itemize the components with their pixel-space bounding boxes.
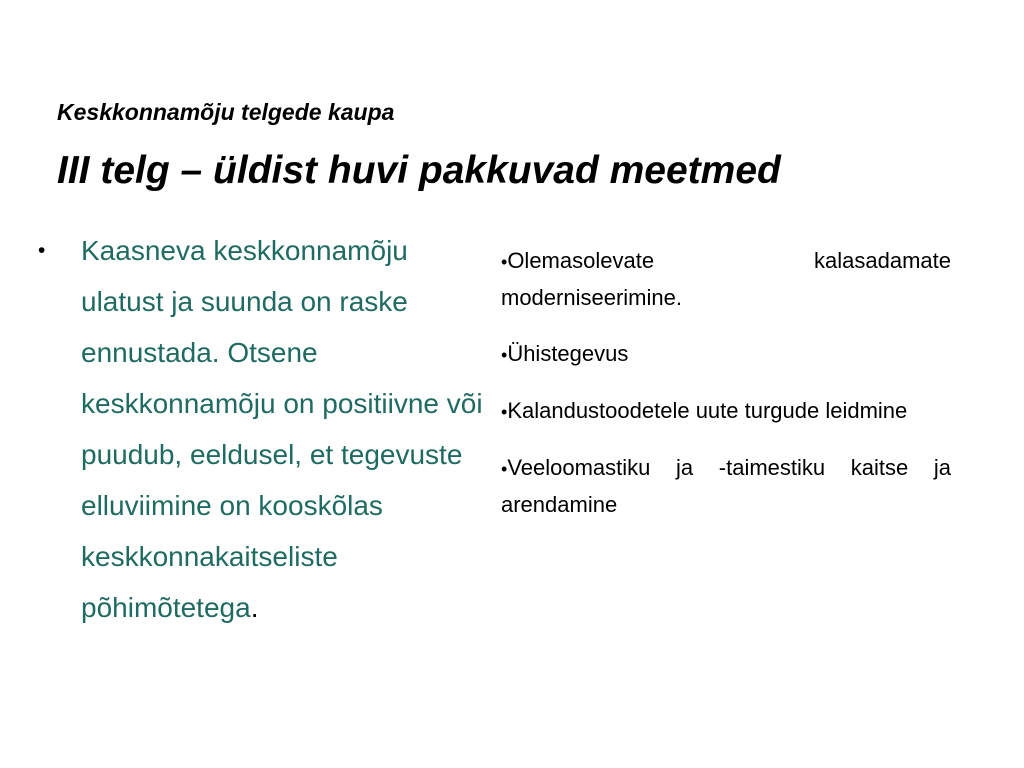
slide-title: III telg – üldist huvi pakkuvad meetmed: [57, 149, 781, 192]
bullet-icon: •: [501, 252, 508, 272]
list-item-text: Olemasolevate kalasadamate moderniseerimine.: [501, 248, 951, 310]
list-item: [501, 243, 951, 316]
right-column: [501, 243, 951, 543]
bullet-icon: •: [501, 459, 508, 479]
list-item-text: Veeloomastiku ja -taimestiku kaitse ja arendamine: [501, 455, 951, 517]
bullet-icon: •: [501, 402, 508, 422]
slide-subtitle: Keskkonnamõju telgede kaupa: [57, 99, 395, 125]
impact-description-period: .: [250, 592, 259, 623]
list-item-text: Ühistegevus: [507, 341, 629, 366]
impact-description: [81, 225, 488, 633]
bullet-icon: •: [38, 239, 46, 262]
impact-description-text: Kaasneva keskkonnamõju ulatust ja suunda on raske ennustada. Otsene keskkonnamõju on positiivne või puudub, eeldusel, et tegevuste elluviimine on kooskõlas keskkonnakaitseliste põhimõtetega: [81, 235, 483, 623]
list-item-text: Kalandustoodetele uute turgude leidmine: [507, 398, 908, 423]
bullet-icon: •: [501, 345, 508, 365]
left-column: [38, 225, 488, 633]
list-item: [501, 336, 951, 373]
list-item: [501, 450, 951, 523]
list-item: [501, 393, 951, 430]
